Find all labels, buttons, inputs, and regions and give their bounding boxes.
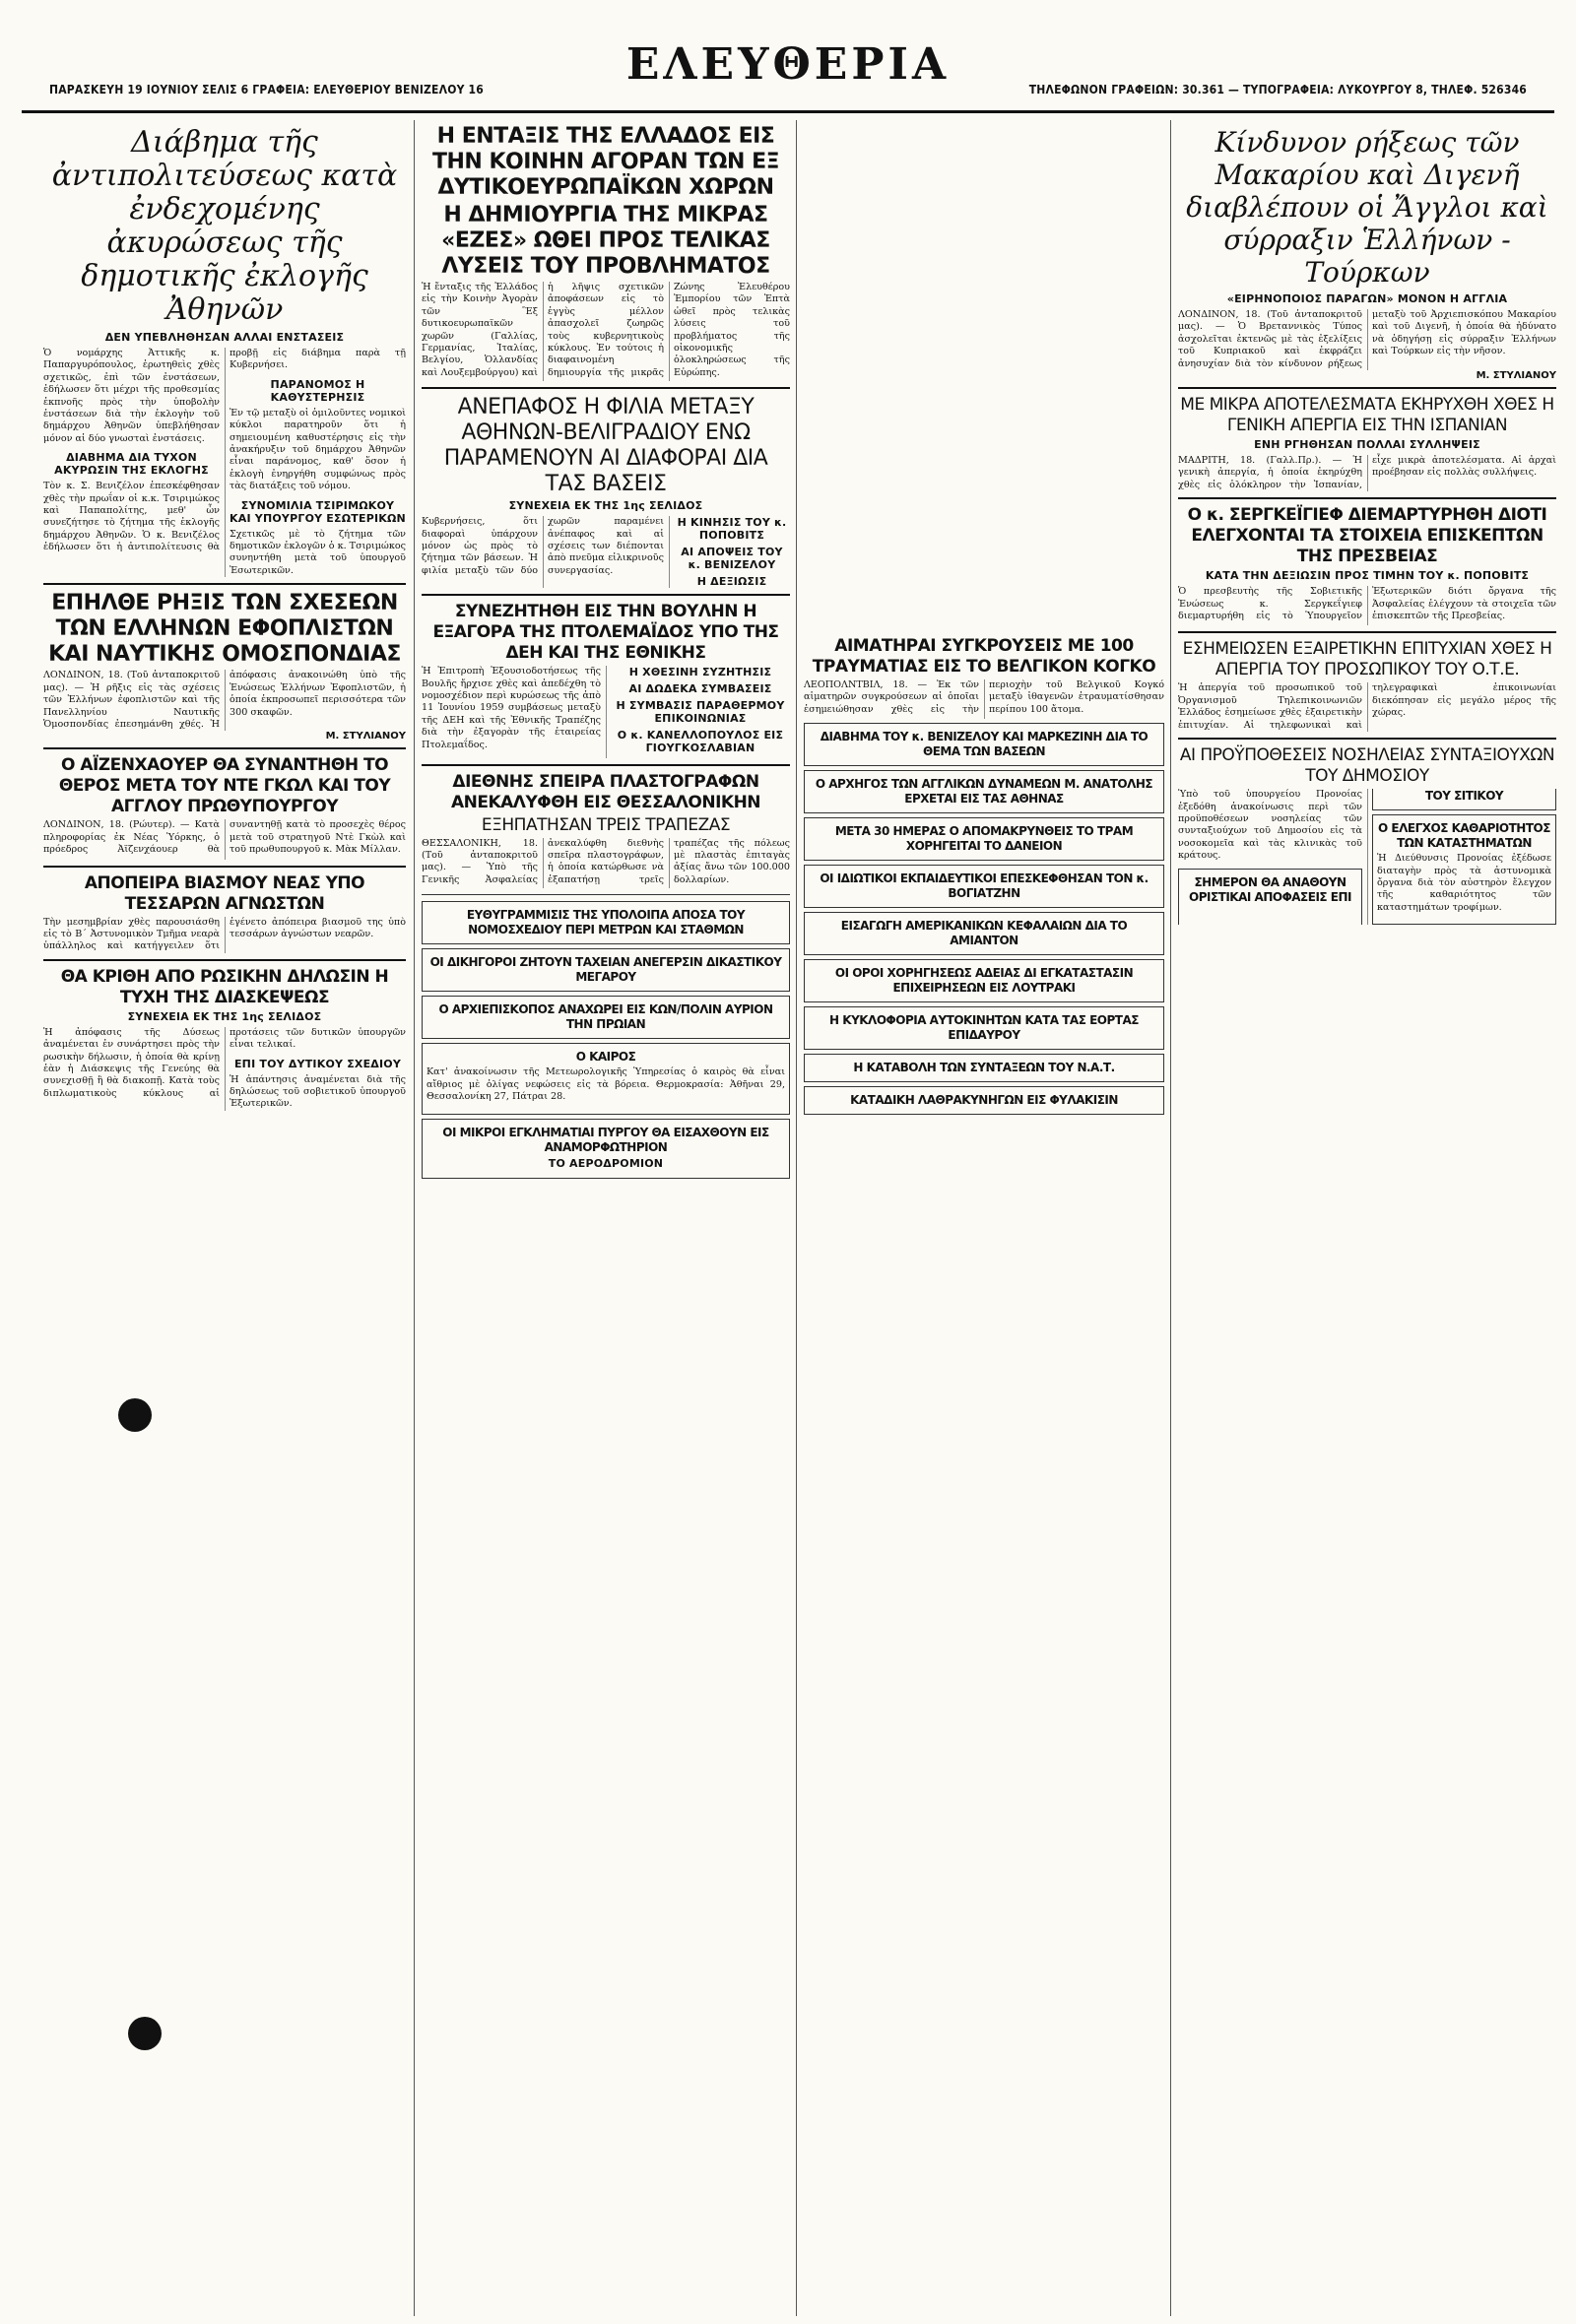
- subhead: Η ΔΕΞΙΩΣΙΣ: [696, 575, 767, 589]
- continuation-note: ΣΥΝΕΧΕΙΑ ΕΚ ΤΗΣ 1ης ΣΕΛΙΔΟΣ: [508, 499, 703, 513]
- news-brief: [804, 865, 1164, 908]
- article-body: [804, 679, 1164, 719]
- weather-box: [422, 1043, 790, 1114]
- paragraph: Κυβερνήσεις, ὅτι διαφοραὶ ὑπάρχουν μόνον ὡς πρὸς τὸ ζήτημα τῶν βάσεων. Ἡ φιλία μεταξὺ τῶν δύο χωρῶν παραμένει ἀνέπαφος καὶ αἱ σχέσεις των διέπονται ἀπὸ πνεῦμα εἰλικρινοῦς συνεργασίας.: [422, 516, 664, 576]
- news-brief: [422, 901, 790, 944]
- headline-eisenhower: Ο ΑΪΖΕΝΧΑΟΥΕΡ ΘΑ ΣΥΝΑΝΤΗΘΗ ΤΟ ΘΕΡΟΣ ΜΕΤΑ ΤΟΥ ΝΤΕ ΓΚΩΛ ΚΑΙ ΤΟΥ ΑΓΓΛΟΥ ΠΡΩΘΥΠΟΥΡΓΟΥ: [58, 755, 391, 817]
- divider: [422, 764, 790, 766]
- divider: [43, 866, 406, 868]
- news-brief: [422, 996, 790, 1039]
- ink-blot: [128, 2017, 162, 2050]
- paragraph: ΛΟΝΔΙΝΟΝ, 18. (Τοῦ ἀνταποκριτοῦ μας). — Ὁ Βρεταννικὸς Τύπος ἀσχολεῖται ἐκτενῶς μὲ τὰς ἐξελίξεις τοῦ Κυπριακοῦ καὶ ἐκφράζει ἀνησυχίαν διὰ τὸν κίνδυνον ρήξεως μεταξὺ τοῦ Ἀρχιεπισκόπου Μακαρίου καὶ τοῦ Διγενῆ, ἡ ὁποία θὰ ἠδύνατο νὰ ὁδηγήσῃ εἰς σύρραξιν Ἑλλήνων καὶ Τούρκων εἰς τὴν νῆσον.: [1178, 309, 1556, 369]
- masthead: [22, 22, 1554, 120]
- paragraph: Ὁ πρεσβευτὴς τῆς Σοβιετικῆς Ἑνώσεως κ. Σεργκεΐγιεφ διεμαρτυρήθη εἰς τὸ Ὑπουργεῖον Ἐξωτερικῶν διότι ὄργανα τῆς Ἀσφαλείας ἐλέγχουν τὰ στοιχεῖα τῶν ἐπισκεπτῶν τῆς Πρεσβείας.: [1178, 586, 1556, 622]
- headline-soviet-envoy: Ο κ. ΣΕΡΓΚΕΪΓΙΕΦ ΔΙΕΜΑΡΤΥΡΗΘΗ ΔΙΟΤΙ ΕΛΕΓΧΟΝΤΑΙ ΤΑ ΣΤΟΙΧΕΙΑ ΕΠΙΣΚΕΠΤΩΝ ΤΗΣ ΠΡΕΣΒΕΙΑΣ: [1187, 505, 1547, 567]
- paragraph: Ἐν τῷ μεταξὺ οἱ ὁμιλοῦντες νομικοὶ κύκλοι παρατηροῦν ὅτι ἡ σημειουμένη καθυστέρησις εἰς τὴν ἀνακήρυξιν τοῦ δημάρχου Ἀθηνῶν εἶναι παράνομος, καθ' ὅσον ἡ ἐκλογὴ ἐνηργήθη συμφώνως πρὸς τὰς διατάξεις τοῦ νόμου.: [230, 407, 406, 492]
- subhead: ΠΑΡΑΝΟΜΟΣ Η ΚΑΘΥΣΤΕΡΗΣΙΣ: [270, 377, 365, 404]
- masthead-rule: [22, 110, 1554, 113]
- headline-ptolemais: ΣΥΝΕΖΗΤΗΘΗ ΕΙΣ ΤΗΝ ΒΟΥΛΗΝ Η ΕΞΑΓΟΡΑ ΤΗΣ ΠΤΟΛΕΜΑΪΔΟΣ ΥΠΟ ΤΗΣ ΔΕΗ ΚΑΙ ΤΗΣ ΕΘΝΙΚΗΣ: [432, 602, 779, 664]
- brief-headline: ΟΙ ΔΙΚΗΓΟΡΟΙ ΖΗΤΟΥΝ ΤΑΧΕΙΑΝ ΑΝΕΓΕΡΣΙΝ ΔΙΚΑΣΤΙΚΟΥ ΜΕΓΑΡΟΥ: [429, 955, 782, 985]
- brief-headline: Η ΚΑΤΑΒΟΛΗ ΤΩΝ ΣΥΝΤΑΞΕΩΝ ΤΟΥ Ν.Α.Τ.: [853, 1061, 1115, 1075]
- paragraph: Ὁ νομάρχης Ἀττικῆς κ. Παπαργυρόπουλος, ἐρωτηθεὶς χθὲς σχετικῶς, ἐπὶ τῶν ἐνστάσεων, ἐδήλωσεν ὅτι μέχρι τῆς προθεσμίας ἐκπνοῆς πρὸς τὴν ὑποβολὴν ἐνστάσεων διὰ τὴν ἐκλογὴν τοῦ δημάρχου Ἀθηνῶν ὑπεβλήθησαν μόνον αἱ δύο γνωσταὶ ἐνστάσεις.: [43, 348, 220, 444]
- paragraph: Ὑπὸ τοῦ ὑπουργείου Προνοίας ἐξεδόθη ἀνακοίνωσις περὶ τῶν προϋποθέσεων νοσηλείας τῶν συνταξιούχων τοῦ Δημοσίου εἰς τὰ νοσοκομεῖα καὶ τὰς κλινικὰς τοῦ κράτους.: [1178, 789, 1362, 862]
- subhead: ΑΙ ΑΠΟΨΕΙΣ ΤΟΥ κ. ΒΕΝΙΖΕΛΟΥ: [681, 546, 783, 572]
- subhead: ΕΠΙ ΤΟΥ ΔΥΤΙΚΟΥ ΣΧΕΔΙΟΥ: [233, 1057, 402, 1070]
- brief-headline: ΜΕΤΑ 30 ΗΜΕΡΑΣ Ο ΑΠΟΜΑΚΡΥΝΘΕΙΣ ΤΟ ΤΡΑΜ ΧΟΡΗΓΕΙΤΑΙ ΤΟ ΔΑΝΕΙΟΝ: [834, 824, 1134, 854]
- brief-headline: ΟΙ ΙΔΙΩΤΙΚΟΙ ΕΚΠΑΙΔΕΥΤΙΚΟΙ ΕΠΕΣΚΕΦΘΗΣΑΝ ΤΟΝ κ. ΒΟΓΙΑΤΖΗΝ: [820, 872, 1149, 901]
- divider: [43, 747, 406, 749]
- lead-headline-common-market: Η ΕΝΤΑΞΙΣ ΤΗΣ ΕΛΛΑΔΟΣ ΕΙΣ ΤΗΝ ΚΟΙΝΗΝ ΑΓΟΡΑΝ ΤΩΝ ΕΞ ΔΥΤΙΚΟΕΥΡΩΠΑΪΚΩΝ ΧΩΡΩΝ: [432, 124, 779, 200]
- divider: [1178, 497, 1556, 499]
- divider: [1178, 631, 1556, 633]
- divider: [1178, 738, 1556, 740]
- paragraph: Ἡ Ἐπιτροπὴ Ἐξουσιοδοτήσεως τῆς Βουλῆς ἤρχισε χθὲς καὶ ἀπεδέχθη τὸ νομοσχέδιον περὶ κυρώσεως τῆς ἀπὸ 11 Ἰουνίου 1959 συμβάσεως μεταξὺ τῆς ΔΕΗ καὶ τῆς Ἐθνικῆς Τραπέζης διὰ τὴν ἐξαγορὰν τῆς ἐταιρείας Πτολεμαΐδος.: [422, 666, 601, 750]
- masthead-date-address: ΠΑΡΑΣΚΕΥΗ 19 ΙΟΥΝΙΟΥ ΣΕΛΙΣ 6 ΓΡΑΦΕΙΑ: ΕΛΕΥΘΕΡΙΟΥ ΒΕΝΙΖΕΛΟΥ 16: [49, 83, 484, 97]
- column-3: [804, 122, 1164, 2314]
- subhead: Ο κ. ΚΑΝΕΛΛΟΠΟΥΛΟΣ ΕΙΣ ΓΙΟΥΓΚΟΣΛΑΒΙΑΝ: [617, 729, 784, 755]
- news-brief: [804, 723, 1164, 766]
- brief-headline: Ο ΑΡΧΗΓΟΣ ΤΩΝ ΑΓΓΛΙΚΩΝ ΔΥΝΑΜΕΩΝ Μ. ΑΝΑΤΟΛΗΣ ΕΡΧΕΤΑΙ ΕΙΣ ΤΑΣ ΑΘΗΝΑΣ: [815, 777, 1153, 807]
- article-body: [422, 516, 790, 588]
- paragraph: Τὸν κ. Σ. Βενιζέλον ἐπεσκέφθησαν χθὲς τὴν πρωΐαν οἱ κ.κ. Τσιριμώκος καὶ Παπαπολίτης, μεθ' ὧν συνεζήτησε τὸ ζήτημα τῆς ἐκλογῆς δημάρχου Ἀθηνῶν. Ὁ κ. Βενιζέλος ἐδήλωσεν ὅτι ἡ ἀντιπολίτευσις θὰ προβῇ εἰς διάβημα παρὰ τῇ Κυβερνήσει.: [43, 348, 406, 553]
- lead-headline-efta: Η ΔΗΜΙΟΥΡΓΙΑ ΤΗΣ ΜΙΚΡΑΣ «ΕΖΕΣ» ΩΘΕΙ ΠΡΟΣ ΤΕΛΙΚΑΣ ΛΥΣΕΙΣ ΤΟΥ ΠΡΟΒΛΗΜΑΤΟΣ: [441, 203, 770, 279]
- paragraph: Ἡ ἀπεργία τοῦ προσωπικοῦ τοῦ Ὀργανισμοῦ Τηλεπικοινωνιῶν Ἑλλάδος ἐσημείωσε χθὲς ἐξαιρετικὴν ἐπιτυχίαν. Αἱ τηλεφωνικαὶ καὶ τηλεγραφικαὶ ἐπικοινωνίαι διεκόπησαν εἰς μεγάλο μέρος τῆς χώρας.: [1178, 682, 1556, 731]
- brief-headline: ΕΙΣΑΓΩΓΗ ΑΜΕΡΙΚΑΝΙΚΩΝ ΚΕΦΑΛΑΙΩΝ ΔΙΑ ΤΟ ΑΜΙΑΝΤΟΝ: [840, 919, 1128, 948]
- news-brief: [804, 817, 1164, 861]
- continuation-note: ΣΥΝΕΧΕΙΑ ΕΚ ΤΗΣ 1ης ΣΕΛΙΔΟΣ: [127, 1009, 322, 1023]
- ink-blot: [118, 1398, 152, 1432]
- article-body: [1178, 455, 1556, 491]
- brief-headline: ΚΑΤΑΔΙΚΗ ΛΑΘΡΑΚΥΝΗΓΩΝ ΕΙΣ ΦΥΛΑΚΙΣΙΝ: [850, 1093, 1118, 1108]
- divider: [422, 594, 790, 596]
- subhead: ΚΑΤΑ ΤΗΝ ΔΕΞΙΩΣΙΝ ΠΡΟΣ ΤΙΜΗΝ ΤΟΥ κ. ΠΟΠΟΒΙΤΣ: [1205, 569, 1530, 583]
- column-rule: [414, 120, 415, 2316]
- paragraph: Τὴν μεσημβρίαν χθὲς παρουσιάσθη εἰς τὸ Β΄ Ἀστυνομικὸν Τμῆμα νεαρὰ ὑπάλληλος καὶ κατήγγειλεν ὅτι ἐγένετο ἀπόπειρα βιασμοῦ της ὑπὸ τεσσάρων ἀγνώστων νεαρῶν.: [43, 916, 406, 952]
- brief-headline: Η ΚΥΚΛΟΦΟΡΙΑ ΑΥΤΟΚΙΝΗΤΩΝ ΚΑΤΑ ΤΑΣ ΕΟΡΤΑΣ ΕΠΙΔΑΥΡΟΥ: [829, 1013, 1139, 1043]
- brief-headline: Ο ΑΡΧΙΕΠΙΣΚΟΠΟΣ ΑΝΑΧΩΡΕΙ ΕΙΣ ΚΩΝ/ΠΟΛΙΝ ΑΥΡΙΟΝ ΤΗΝ ΠΡΩΙΑΝ: [438, 1002, 773, 1032]
- byline: Μ. ΣΤΥΛΙΑΝΟΥ: [1476, 370, 1556, 382]
- divider: [43, 959, 406, 961]
- paragraph: Ἡ Διεύθυνσις Προνοίας ἐξέδωσε διαταγὴν πρὸς τὰ ἀστυνομικὰ ὄργανα διὰ τὸν αὐστηρὸν ἔλεγχον τῆς καθαριότητος τῶν καταστημάτων τροφίμων.: [1377, 853, 1551, 913]
- headline-cyprus: Κίνδυνον ρήξεως τῶν Μακαρίου καὶ Διγενῆ διαβλέπουν οἱ Ἄγγλοι καὶ σύρραξιν Ἑλλήνων - Τούρκων: [1186, 126, 1548, 289]
- column-2: [422, 122, 790, 2314]
- subhead: ΤΟ ΑΕΡΟΔΡΟΜΙΟΝ: [548, 1156, 664, 1170]
- news-brief: [804, 1086, 1164, 1115]
- news-brief: [804, 1054, 1164, 1082]
- paragraph: Ἡ ἀπάντησις ἀναμένεται διὰ τῆς δηλώσεως τοῦ σοβιετικοῦ ὑπουργοῦ Ἐξωτερικῶν.: [230, 1073, 406, 1110]
- headline-shipowners: ΕΠΗΛΘΕ ΡΗΞΙΣ ΤΩΝ ΣΧΕΣΕΩΝ ΤΩΝ ΕΛΛΗΝΩΝ ΕΦΟΠΛΙΣΤΩΝ ΚΑΙ ΝΑΥΤΙΚΗΣ ΟΜΟΣΠΟΝΔΙΑΣ: [48, 591, 401, 668]
- article-body: [43, 348, 406, 577]
- divider: [1178, 387, 1556, 389]
- news-brief: [804, 770, 1164, 813]
- paragraph: ΜΑΔΡΙΤΗ, 18. (Γαλλ.Πρ.). — Ἡ γενικὴ ἀπεργία, ἡ ὁποία ἐκηρύχθη χθὲς εἰς ὁλόκληρον τὴν Ἰσπανίαν, εἶχε μικρὰ ἀποτελέσματα. Αἱ ἀρχαὶ προέβησαν εἰς πολλὰς συλλήψεις.: [1178, 455, 1556, 490]
- subhead: ΔΙΑΒΗΜΑ ΔΙΑ ΤΥΧΟΝ ΑΚΥΡΩΣΙΝ ΤΗΣ ΕΚΛΟΓΗΣ: [54, 451, 209, 478]
- column-4: [1178, 122, 1556, 2314]
- headline-forgers-2: ΕΞΗΠΑΤΗΣΑΝ ΤΡΕΙΣ ΤΡΑΠΕΖΑΣ: [481, 814, 731, 835]
- brief-headline: ΟΙ ΜΙΚΡΟΙ ΕΓΚΛΗΜΑΤΙΑΙ ΠΥΡΓΟΥ ΘΑ ΕΙΣΑΧΘΟΥΝ ΕΙΣ ΑΝΑΜΟΡΦΩΤΗΡΙΟΝ: [442, 1125, 769, 1154]
- subhead: ΑΙ ΔΩΔΕΚΑ ΣΥΜΒΑΣΕΙΣ: [628, 682, 772, 696]
- column-rule: [796, 120, 797, 2316]
- headline-forgers: ΔΙΕΘΝΗΣ ΣΠΕΙΡΑ ΠΛΑΣΤΟΓΡΑΦΩΝ ΑΝΕΚΑΛΥΦΘΗ ΕΙΣ ΘΕΣΣΑΛΟΝΙΚΗΝ: [450, 771, 761, 812]
- brief-headline: ΕΥΘΥΓΡΑΜΜΙΣΙΣ ΤΗΣ ΥΠΟΛΟΙΠΑ ΑΠΟΣΑ ΤΟΥ ΝΟΜΟΣΧΕΔΙΟΥ ΠΕΡΙ ΜΕΤΡΩΝ ΚΑΙ ΣΤΑΘΜΩΝ: [466, 908, 746, 937]
- paragraph: ΛΟΝΔΙΝΟΝ, 18. (Τοῦ ἀνταποκριτοῦ μας). — Ἡ ρῆξις εἰς τὰς σχέσεις τῶν Ἑλλήνων ἐφοπλιστῶν καὶ τῆς Πανελληνίου Ναυτικῆς Ὁμοσπονδίας ἐπεσημάνθη χθές. Ἡ ἀπόφασις ἀνακοινώθη ὑπὸ τῆς Ἑνώσεως Ἑλλήνων Ἐφοπλιστῶν, ἡ ὁποία ἐκπροσωπεῖ περισσότερα τῶν 300 σκαφῶν.: [43, 670, 406, 730]
- paragraph: Ἡ ἔνταξις τῆς Ἑλλάδος εἰς τὴν Κοινὴν Ἀγορὰν τῶν Ἓξ δυτικοευρωπαϊκῶν χωρῶν (Γαλλίας, Γερμανίας, Ἰταλίας, Βελγίου, Ὁλλανδίας καὶ Λουξεμβούργου) καὶ ἡ λῆψις σχετικῶν ἀποφάσεων εἰς τὸ ἐγγὺς μέλλον ἀπασχολεῖ ζωηρῶς τοὺς κυβερνητικοὺς κύκλους. Ἐν τούτοις ἡ διαφαινομένη δημιουργία τῆς μικρᾶς Ζώνης Ἐλευθέρου Ἐμπορίου τῶν Ἑπτὰ ὠθεῖ πρὸς τελικὰς λύσεις τοῦ προβλήματος τῆς οἰκονομικῆς ὁλοκληρώσεως τῆς Εὐρώπης.: [422, 282, 790, 378]
- divider: [422, 894, 790, 895]
- headline-geneva: ΘΑ ΚΡΙΘΗ ΑΠΟ ΡΩΣΙΚΗΝ ΔΗΛΩΣΙΝ Η ΤΥΧΗ ΤΗΣ ΔΙΑΣΚΕΨΕΩΣ: [60, 966, 389, 1007]
- news-brief: [422, 1119, 790, 1179]
- paragraph: ΛΕΟΠΟΛΝΤΒΙΛ, 18. — Ἐκ τῶν αἱματηρῶν συγκρούσεων αἱ ὁποῖαι ἐσημειώθησαν χθὲς εἰς τὴν περιοχὴν τοῦ Βελγικοῦ Κογκό μεταξὺ ἰθαγενῶν ἐτραυματίσθησαν περίπου 100 ἄτομα.: [804, 679, 1164, 715]
- article-body: [1178, 586, 1556, 625]
- paragraph: Ἡ ἀπόφασις τῆς Δύσεως ἀναμένεται ἐν συνάρτησει πρὸς τὴν ρωσικὴν δήλωσιν, ἡ ὁποία θὰ κρίνῃ ἐὰν ἡ Διάσκεψις τῆς Γενεύης θὰ συνεχισθῇ ἢ θὰ διακοπῇ. Κατὰ τοὺς διπλωματικοὺς κύκλους αἱ προτάσεις τῶν δυτικῶν ὑπουργῶν εἶναι τελικαί.: [43, 1026, 406, 1099]
- newspaper-title: ΕΛΕΥΘΕΡΙΑ: [625, 39, 951, 90]
- subhead: ΕΝΗ ΡΓΗΘΗΣΑΝ ΠΟΛΛΑΙ ΣΥΛΛΗΨΕΙΣ: [1254, 438, 1480, 452]
- column-1: [43, 122, 406, 2314]
- paragraph: Κατ' ἀνακοίνωσιν τῆς Μετεωρολογικῆς Ὑπηρεσίας ὁ καιρὸς θὰ εἶναι αἴθριος μὲ ὀλίγας νεφώσεις εἰς τὰ βόρεια. Θερμοκρασία: Ἀθῆναι 29, Θεσσαλονίκη 27, Πάτραι 28.: [427, 1066, 785, 1103]
- article-body: [43, 670, 406, 731]
- subhead: Η ΚΙΝΗΣΙΣ ΤΟΥ κ. ΠΟΠΟΒΙΤΣ: [677, 516, 787, 543]
- subhead: Η ΧΘΕΣΙΝΗ ΣΥΖΗΤΗΣΙΣ: [628, 666, 772, 679]
- headline-ote-strike: ΕΣΗΜΕΙΩΣΕΝ ΕΞΑΙΡΕΤΙΚΗΝ ΕΠΙΤΥΧΙΑΝ ΧΘΕΣ Η ΑΠΕΡΓΙΑ ΤΟΥ ΠΡΟΣΩΠΙΚΟΥ ΤΟΥ Ο.Τ.Ε.: [1182, 639, 1552, 680]
- article-body: [1178, 682, 1556, 732]
- article-body: [43, 1027, 406, 1111]
- article-body: [43, 819, 406, 859]
- column-rule: [1170, 120, 1171, 2316]
- headline-pensioners: ΑΙ ΠΡΟΫΠΟΘΕΣΕΙΣ ΝΟΣΗΛΕΙΑΣ ΣΥΝΤΑΞΙΟΥΧΩΝ ΤΟΥ ΔΗΜΟΣΙΟΥ: [1179, 745, 1555, 787]
- news-brief: [1372, 814, 1556, 925]
- paragraph: ΛΟΝΔΙΝΟΝ, 18. (Ρώυτερ). — Κατὰ πληροφορίας ἐκ Νέας Ὑόρκης, ὁ πρόεδρος Ἀϊζενχάουερ θὰ συναντηθῇ κατὰ τὸ προσεχὲς θέρος μετὰ τοῦ στρατηγοῦ Ντὲ Γκὼλ καὶ τοῦ πρωθυπουργοῦ κ. Μὰκ Μίλλαν.: [43, 819, 406, 856]
- brief-headline: ΣΗΜΕΡΟΝ ΘΑ ΑΝΑΘΟΥΝ ΟΡΙΣΤΙΚΑΙ ΑΠΟΦΑΣΕΙΣ ΕΠΙ ΤΟΥ ΣΙΤΙΚΟΥ: [1189, 789, 1504, 904]
- headline-municipal-election: Διάβημα τῆς ἀντιπολιτεύσεως κατὰ ἐνδεχομένης ἀκυρώσεως τῆς δημοτικῆς ἐκλογῆς Ἀθηνῶν: [51, 125, 398, 327]
- article-body: [1178, 789, 1556, 925]
- headline-congo: ΑΙΜΑΤΗΡΑΙ ΣΥΓΚΡΟΥΣΕΙΣ ΜΕ 100 ΤΡΑΥΜΑΤΙΑΣ ΕΙΣ ΤΟ ΒΕΛΓΙΚΟΝ ΚΟΓΚΟ: [812, 636, 1156, 677]
- news-brief: [804, 1006, 1164, 1050]
- subhead: «ΕΙΡΗΝΟΠΟΙΟΣ ΠΑΡΑΓΩΝ» ΜΟΝΟΝ Η ΑΓΓΛΙΑ: [1226, 292, 1508, 305]
- byline: Μ. ΣΤΥΛΙΑΝΟΥ: [325, 731, 406, 742]
- news-brief: [804, 912, 1164, 955]
- article-body: [422, 282, 790, 381]
- article-body: [1178, 309, 1556, 370]
- news-brief: [804, 959, 1164, 1002]
- brief-headline: Ο ΕΛΕΓΧΟΣ ΚΑΘΑΡΙΟΤΗΤΟΣ ΤΩΝ ΚΑΤΑΣΤΗΜΑΤΩΝ: [1378, 821, 1550, 851]
- subhead: Η ΣΥΜΒΑΣΙΣ ΠΑΡΑΘΕΡΜΟΥ ΕΠΙΚΟΙΝΩΝΙΑΣ: [616, 699, 785, 726]
- divider: [422, 387, 790, 389]
- subhead: ΔΕΝ ΥΠΕΒΛΗΘΗΣΑΝ ΑΛΛΑΙ ΕΝΣΤΑΣΕΙΣ: [104, 331, 345, 344]
- weather-title: Ο ΚΑΙΡΟΣ: [575, 1050, 636, 1065]
- article-body: [422, 838, 790, 889]
- paragraph: ΘΕΣΣΑΛΟΝΙΚΗ, 18. (Τοῦ ἀνταποκριτοῦ μας). — Ὑπὸ τῆς Γενικῆς Ἀσφαλείας ἀνεκαλύφθη διεθνὴς σπεῖρα πλαστογράφων, ἡ ὁποία κατώρθωσε νὰ ἐξαπατήσῃ τρεῖς τραπέζας τῆς πόλεως μὲ πλαστὰς ἐπιταγὰς ἀξίας ἄνω τῶν 100.000 δολλαρίων.: [422, 837, 790, 885]
- news-brief: [422, 948, 790, 992]
- masthead-phones: ΤΗΛΕΦΩΝΟΝ ΓΡΑΦΕΙΩΝ: 30.361 — ΤΥΠΟΓΡΑΦΕΙΑ: ΛΥΚΟΥΡΓΟΥ 8, ΤΗΛΕΦ. 526346: [1028, 83, 1527, 97]
- headline-belgrade: ΑΝΕΠΑΦΟΣ Η ΦΙΛΙΑ ΜΕΤΑΞΥ ΑΘΗΝΩΝ-ΒΕΛΙΓΡΑΔΙΟΥ ΕΝΩ ΠΑΡΑΜΕΝΟΥΝ ΑΙ ΔΙΑΦΟΡΑΙ ΔΙΑ ΤΑΣ ΒΑΣΕΙΣ: [443, 395, 768, 497]
- subhead: ΣΥΝΟΜΙΛΙΑ ΤΣΙΡΙΜΩΚΟΥ ΚΑΙ ΥΠΟΥΡΓΟΥ ΕΣΩΤΕΡΙΚΩΝ: [230, 498, 406, 525]
- paragraph: Σχετικῶς μὲ τὸ ζήτημα τῶν δημοτικῶν ἐκλογῶν ὁ κ. Τσιριμώκος συνηντήθη μετὰ τοῦ ὑπουργοῦ Ἐσωτερικῶν.: [230, 528, 406, 576]
- brief-headline: ΟΙ ΟΡΟΙ ΧΟΡΗΓΗΣΕΩΣ ΑΔΕΙΑΣ ΔΙ ΕΓΚΑΤΑΣΤΑΣΙΝ ΕΠΙΧΕΙΡΗΣΕΩΝ ΕΙΣ ΛΟΥΤΡΑΚΙ: [834, 966, 1134, 996]
- article-body: [43, 917, 406, 953]
- brief-headline: ΔΙΑΒΗΜΑ ΤΟΥ κ. ΒΕΝΙΖΕΛΟΥ ΚΑΙ ΜΑΡΚΕΖΙΝΗ ΔΙΑ ΤΟ ΘΕΜΑ ΤΩΝ ΒΑΣΕΩΝ: [820, 730, 1149, 759]
- headline-assault: ΑΠΟΠΕΙΡΑ ΒΙΑΣΜΟΥ ΝΕΑΣ ΥΠΟ ΤΕΣΣΑΡΩΝ ΑΓΝΩΣΤΩΝ: [84, 872, 365, 914]
- spacer: [804, 122, 1164, 634]
- divider: [43, 583, 406, 585]
- headline-spain-strike: ΜΕ ΜΙΚΡΑ ΑΠΟΤΕΛΕΣΜΑΤΑ ΕΚΗΡΥΧΘΗ ΧΘΕΣ Η ΓΕΝΙΚΗ ΑΠΕΡΓΙΑ ΕΙΣ ΤΗΝ ΙΣΠΑΝΙΑΝ: [1180, 395, 1554, 436]
- article-body: [422, 666, 790, 757]
